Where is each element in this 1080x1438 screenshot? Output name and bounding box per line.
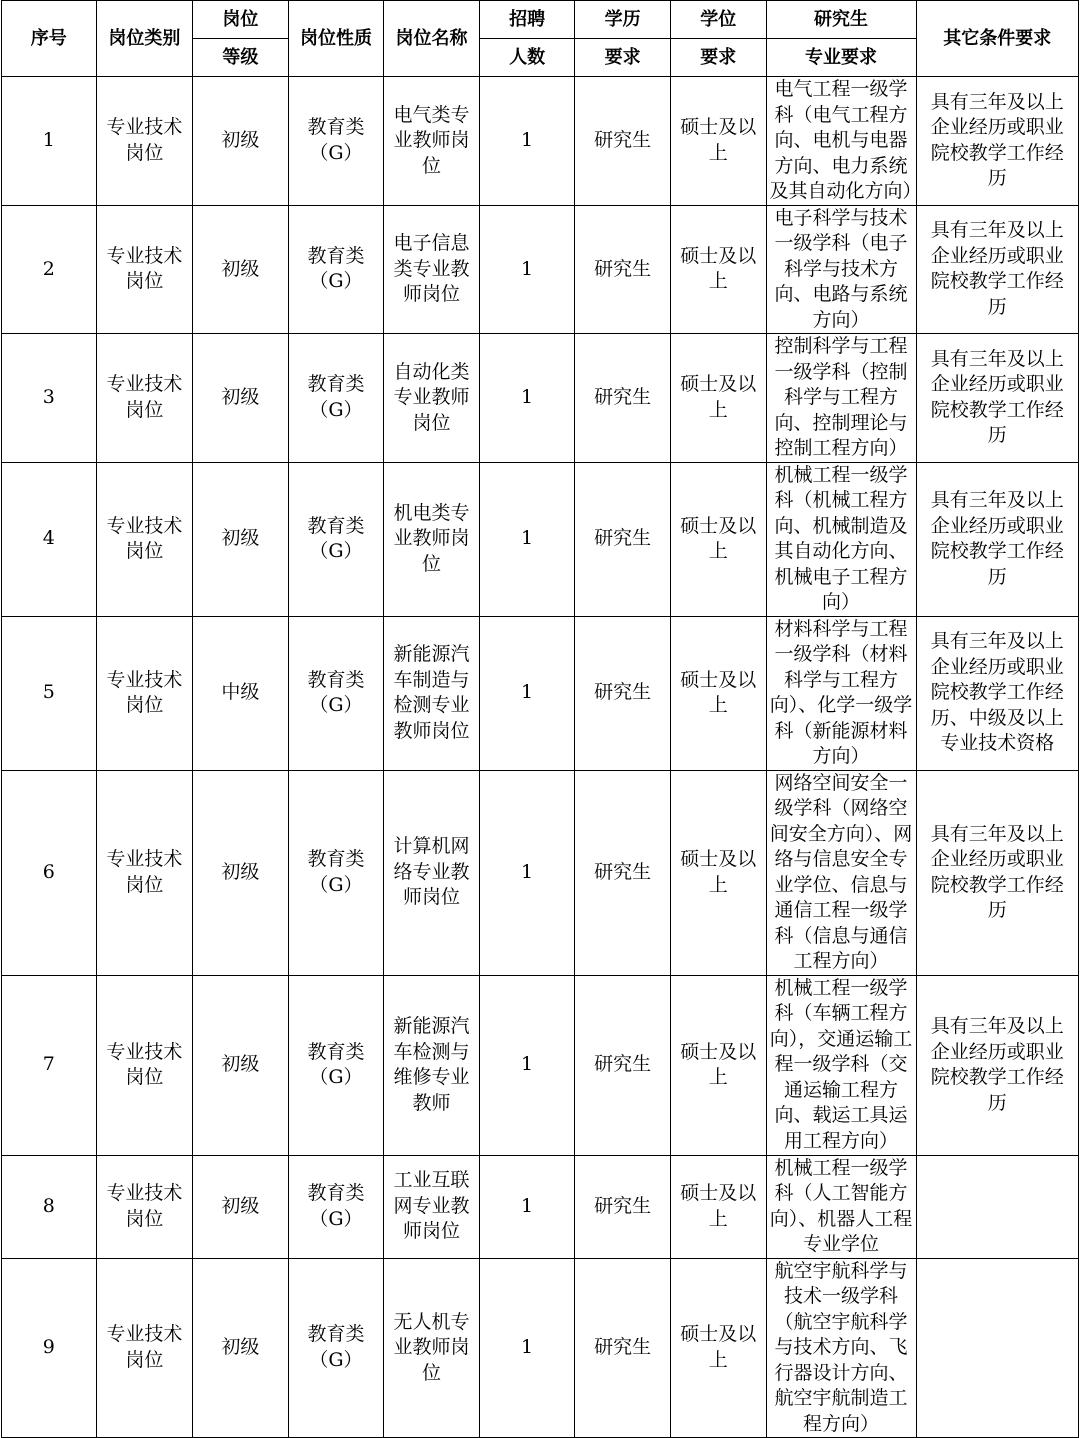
cell-degree: 硕士及以上 bbox=[670, 205, 766, 334]
table-body bbox=[2, 77, 1079, 1438]
cell-level: 初级 bbox=[193, 334, 289, 463]
table-row bbox=[2, 77, 1079, 206]
header-count-top: 招聘 bbox=[479, 1, 575, 39]
cell-index: 2 bbox=[2, 205, 97, 334]
table-row bbox=[2, 205, 1079, 334]
cell-other: 具有三年及以上企业经历或职业院校教学工作经历 bbox=[916, 77, 1078, 206]
cell-category: 专业技术岗位 bbox=[96, 770, 193, 975]
cell-nature: 教育类（G） bbox=[288, 975, 384, 1155]
table-row bbox=[2, 1155, 1079, 1258]
cell-education: 研究生 bbox=[575, 462, 671, 616]
header-index: 序号 bbox=[2, 1, 97, 77]
cell-count: 1 bbox=[479, 205, 575, 334]
header-name: 岗位名称 bbox=[384, 1, 480, 77]
cell-degree: 硕士及以上 bbox=[670, 616, 766, 770]
cell-level: 初级 bbox=[193, 770, 289, 975]
header-other: 其它条件要求 bbox=[916, 1, 1078, 77]
cell-name: 无人机专业教师岗位 bbox=[384, 1258, 480, 1438]
cell-other: 具有三年及以上企业经历或职业院校教学工作经历、中级及以上专业技术资格 bbox=[916, 616, 1078, 770]
cell-index: 1 bbox=[2, 77, 97, 206]
cell-degree: 硕士及以上 bbox=[670, 462, 766, 616]
cell-major: 控制科学与工程一级学科（控制科学与工程方向、控制理论与控制工程方向） bbox=[766, 334, 916, 463]
cell-nature: 教育类（G） bbox=[288, 1258, 384, 1438]
cell-name: 新能源汽车制造与检测专业教师岗位 bbox=[384, 616, 480, 770]
cell-degree: 硕士及以上 bbox=[670, 334, 766, 463]
cell-category: 专业技术岗位 bbox=[96, 616, 193, 770]
table-row bbox=[2, 770, 1079, 975]
cell-level: 初级 bbox=[193, 205, 289, 334]
header-education-bottom: 要求 bbox=[575, 39, 671, 77]
table-row bbox=[2, 1258, 1079, 1438]
header-count-bottom: 人数 bbox=[479, 39, 575, 77]
header-level-bottom: 等级 bbox=[193, 39, 289, 77]
cell-category: 专业技术岗位 bbox=[96, 77, 193, 206]
table-row bbox=[2, 616, 1079, 770]
cell-index: 8 bbox=[2, 1155, 97, 1258]
cell-education: 研究生 bbox=[575, 77, 671, 206]
cell-degree: 硕士及以上 bbox=[670, 1258, 766, 1438]
cell-nature: 教育类（G） bbox=[288, 462, 384, 616]
cell-education: 研究生 bbox=[575, 334, 671, 463]
cell-degree: 硕士及以上 bbox=[670, 77, 766, 206]
cell-count: 1 bbox=[479, 616, 575, 770]
cell-count: 1 bbox=[479, 462, 575, 616]
cell-count: 1 bbox=[479, 334, 575, 463]
cell-count: 1 bbox=[479, 77, 575, 206]
cell-major: 材料科学与工程一级学科（材料科学与工程方向）、化学一级学科（新能源材料方向） bbox=[766, 616, 916, 770]
cell-other: 具有三年及以上企业经历或职业院校教学工作经历 bbox=[916, 462, 1078, 616]
cell-major: 机械工程一级学科（人工智能方向）、机器人工程专业学位 bbox=[766, 1155, 916, 1258]
cell-name: 计算机网络专业教师岗位 bbox=[384, 770, 480, 975]
cell-major: 航空宇航科学与技术一级学科（航空宇航科学与技术方向、飞行器设计方向、航空宇航制造工程方向） bbox=[766, 1258, 916, 1438]
cell-index: 3 bbox=[2, 334, 97, 463]
header-nature: 岗位性质 bbox=[288, 1, 384, 77]
cell-level: 初级 bbox=[193, 462, 289, 616]
header-education-top: 学历 bbox=[575, 1, 671, 39]
cell-other bbox=[916, 1258, 1078, 1438]
cell-name: 新能源汽车检测与维修专业教师 bbox=[384, 975, 480, 1155]
table-header bbox=[2, 1, 1079, 77]
cell-nature: 教育类（G） bbox=[288, 205, 384, 334]
cell-degree: 硕士及以上 bbox=[670, 1155, 766, 1258]
cell-count: 1 bbox=[479, 770, 575, 975]
cell-major: 机械工程一级学科（车辆工程方向），交通运输工程一级学科（交通运输工程方向、载运工具运用工程方向） bbox=[766, 975, 916, 1155]
cell-major: 网络空间安全一级学科（网络空间安全方向）、网络与信息安全专业学位、信息与通信工程一级学科（信息与通信工程方向） bbox=[766, 770, 916, 975]
cell-category: 专业技术岗位 bbox=[96, 462, 193, 616]
header-row-top bbox=[2, 1, 1079, 39]
cell-name: 电气类专业教师岗位 bbox=[384, 77, 480, 206]
cell-nature: 教育类（G） bbox=[288, 334, 384, 463]
cell-other: 具有三年及以上企业经历或职业院校教学工作经历 bbox=[916, 334, 1078, 463]
cell-degree: 硕士及以上 bbox=[670, 975, 766, 1155]
cell-level: 初级 bbox=[193, 975, 289, 1155]
cell-name: 电子信息类专业教师岗位 bbox=[384, 205, 480, 334]
cell-nature: 教育类（G） bbox=[288, 1155, 384, 1258]
cell-degree: 硕士及以上 bbox=[670, 770, 766, 975]
header-degree-top: 学位 bbox=[670, 1, 766, 39]
cell-index: 5 bbox=[2, 616, 97, 770]
cell-category: 专业技术岗位 bbox=[96, 205, 193, 334]
cell-major: 电子科学与技术一级学科（电子科学与技术方向、电路与系统方向） bbox=[766, 205, 916, 334]
header-degree-bottom: 要求 bbox=[670, 39, 766, 77]
cell-other: 具有三年及以上企业经历或职业院校教学工作经历 bbox=[916, 205, 1078, 334]
header-category: 岗位类别 bbox=[96, 1, 193, 77]
cell-education: 研究生 bbox=[575, 616, 671, 770]
cell-nature: 教育类（G） bbox=[288, 77, 384, 206]
cell-category: 专业技术岗位 bbox=[96, 975, 193, 1155]
cell-education: 研究生 bbox=[575, 770, 671, 975]
cell-index: 4 bbox=[2, 462, 97, 616]
cell-other bbox=[916, 1155, 1078, 1258]
cell-nature: 教育类（G） bbox=[288, 770, 384, 975]
cell-education: 研究生 bbox=[575, 1155, 671, 1258]
header-major-bottom: 专业要求 bbox=[766, 39, 916, 77]
cell-index: 6 bbox=[2, 770, 97, 975]
cell-education: 研究生 bbox=[575, 975, 671, 1155]
cell-name: 自动化类专业教师岗位 bbox=[384, 334, 480, 463]
cell-count: 1 bbox=[479, 1155, 575, 1258]
cell-major: 电气工程一级学科（电气工程方向、电机与电器方向、电力系统及其自动化方向） bbox=[766, 77, 916, 206]
cell-name: 工业互联网专业教师岗位 bbox=[384, 1155, 480, 1258]
cell-other: 具有三年及以上企业经历或职业院校教学工作经历 bbox=[916, 770, 1078, 975]
cell-major: 机械工程一级学科（机械工程方向、机械制造及其自动化方向、机械电子工程方向） bbox=[766, 462, 916, 616]
table-row bbox=[2, 334, 1079, 463]
table-row bbox=[2, 975, 1079, 1155]
cell-other: 具有三年及以上企业经历或职业院校教学工作经历 bbox=[916, 975, 1078, 1155]
cell-level: 初级 bbox=[193, 1258, 289, 1438]
cell-nature: 教育类（G） bbox=[288, 616, 384, 770]
cell-category: 专业技术岗位 bbox=[96, 1155, 193, 1258]
cell-count: 1 bbox=[479, 975, 575, 1155]
header-major-top: 研究生 bbox=[766, 1, 916, 39]
cell-education: 研究生 bbox=[575, 205, 671, 334]
cell-count: 1 bbox=[479, 1258, 575, 1438]
table-row bbox=[2, 462, 1079, 616]
cell-education: 研究生 bbox=[575, 1258, 671, 1438]
cell-level: 初级 bbox=[193, 77, 289, 206]
header-level-top: 岗位 bbox=[193, 1, 289, 39]
cell-category: 专业技术岗位 bbox=[96, 1258, 193, 1438]
recruitment-table bbox=[1, 0, 1079, 1438]
cell-category: 专业技术岗位 bbox=[96, 334, 193, 463]
cell-name: 机电类专业教师岗位 bbox=[384, 462, 480, 616]
cell-level: 中级 bbox=[193, 616, 289, 770]
cell-index: 9 bbox=[2, 1258, 97, 1438]
cell-index: 7 bbox=[2, 975, 97, 1155]
cell-level: 初级 bbox=[193, 1155, 289, 1258]
